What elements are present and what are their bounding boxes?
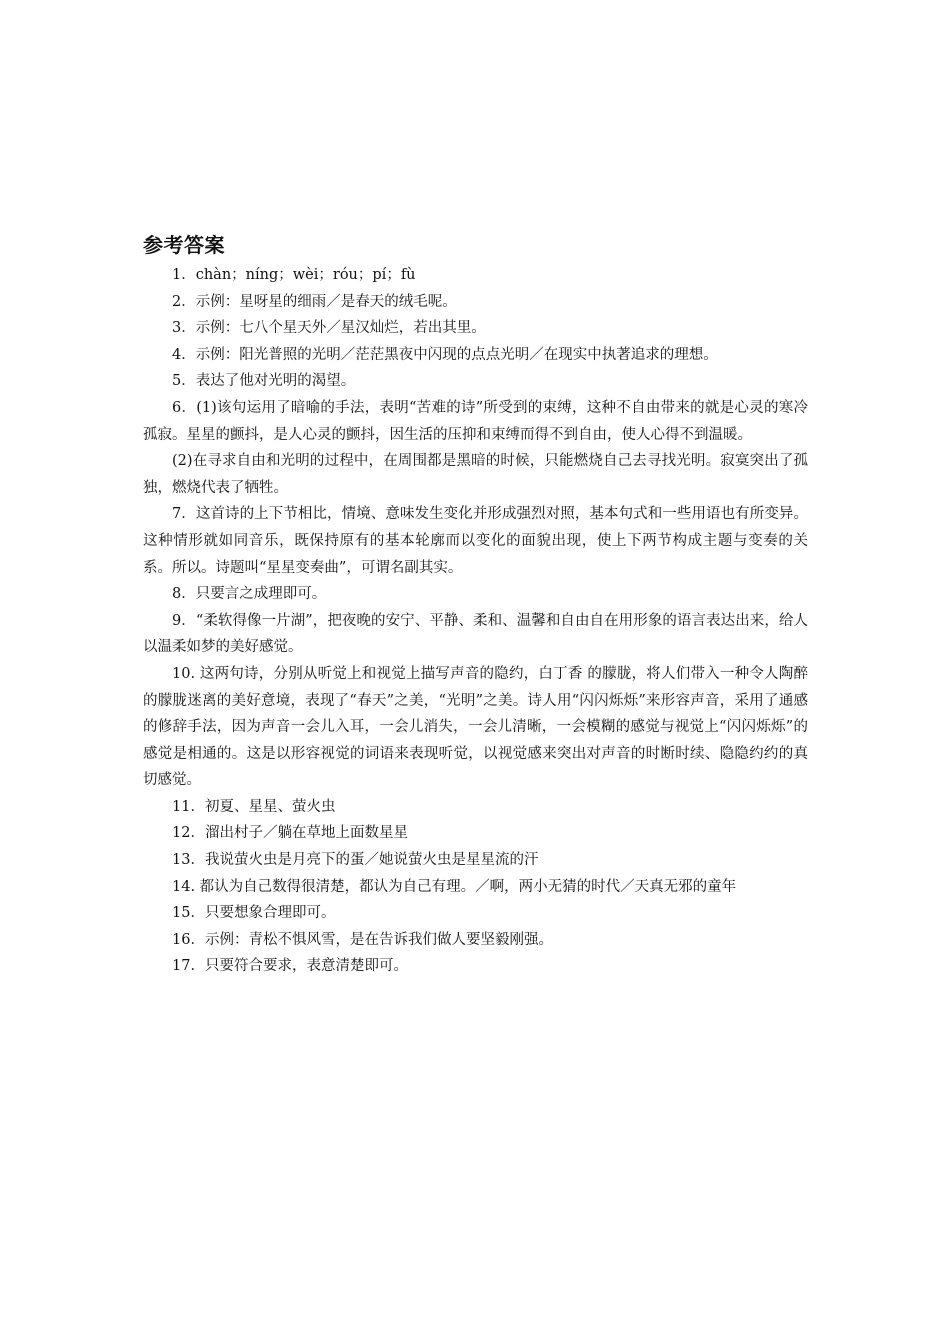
answer-item-12: 12．溜出村子／躺在草地上面数星星 xyxy=(172,825,408,842)
answer-item-7: 7．这首诗的上下节相比，情境、意味发生变化并形成强烈对照，基本句式和一些用语也有所变异。这种情形就如同音乐，既保持原有的基本轮廓而以变化的面貌出现，使上下两节构成主题与变奏的关系。所以。诗题叫“星星变奏曲”，可谓名副其实。 xyxy=(143,506,808,576)
answer-item-11: 11．初夏、星星、萤火虫 xyxy=(172,798,336,815)
answer-item-14: 14. 都认为自己数得很清楚，都认为自己有理。／啊，两小无猜的时代／天真无邪的童年 xyxy=(172,878,737,895)
answer-item-10: 10. 这两句诗，分别从听觉上和视觉上描写声音的隐约，白丁香 的朦胧，将人们带入一种令人陶醉的朦胧迷离的美好意境，表现了“春天”之美，“光明”之美。诗人用“闪闪烁烁”来形容声音，采用了通感的修辞手法，因为声音一会儿入耳，一会儿消失，一会儿清晰，一会模糊的感觉与视觉上“闪闪烁烁”的感觉是相通的。这是以形容视觉的词语来表现听觉，以视觉感来突出对声音的时断时续、隐隐约约的真切感觉。 xyxy=(143,665,808,789)
answer-item-13: 13．我说萤火虫是月亮下的蛋／她说萤火虫是星星流的汗 xyxy=(172,852,539,869)
answer-item-2: 2．示例：星呀星的细雨／是春天的绒毛呢。 xyxy=(172,293,457,310)
answer-item-5: 5．表达了他对光明的渴望。 xyxy=(172,373,356,390)
answer-section xyxy=(143,230,808,980)
answer-item-1: 1．chàn；níng；wèi；róu；pí；fù xyxy=(172,267,416,283)
section-title: 参考答案 xyxy=(143,233,225,257)
answer-item-16: 16．示例：青松不惧风雪，是在告诉我们做人要坚毅刚强。 xyxy=(172,931,553,948)
answer-item-17: 17．只要符合要求，表意清楚即可。 xyxy=(172,958,408,975)
answer-item-9: 9．“柔软得像一片湖”，把夜晚的安宁、平静、柔和、温馨和自由自在用形象的语言表达出来，给人以温柔如梦的美好感觉。 xyxy=(143,612,808,656)
answer-item-6-part-2: (2)在寻求自由和光明的过程中，在周围都是黑暗的时候，只能燃烧自己去寻找光明。寂寞突出了孤独，燃烧代表了牺牲。 xyxy=(143,453,808,496)
answer-item-3: 3．示例：七八个星天外／星汉灿烂，若出其里。 xyxy=(172,320,486,337)
answer-item-8: 8．只要言之成理即可。 xyxy=(172,586,327,603)
answer-item-4: 4．示例：阳光普照的光明／茫茫黑夜中闪现的点点光明／在现实中执著追求的理想。 xyxy=(172,346,718,363)
answer-item-15: 15．只要想象合理即可。 xyxy=(172,905,336,922)
answer-item-6-part-1: 6．(1)该句运用了暗喻的手法，表明“苦难的诗”所受到的束缚，这种不自由带来的就是心灵的寒冷孤寂。星星的颤抖，是人心灵的颤抖，因生活的压抑和束缚而得不到自由，使人心得不到温暖。 xyxy=(143,399,808,443)
